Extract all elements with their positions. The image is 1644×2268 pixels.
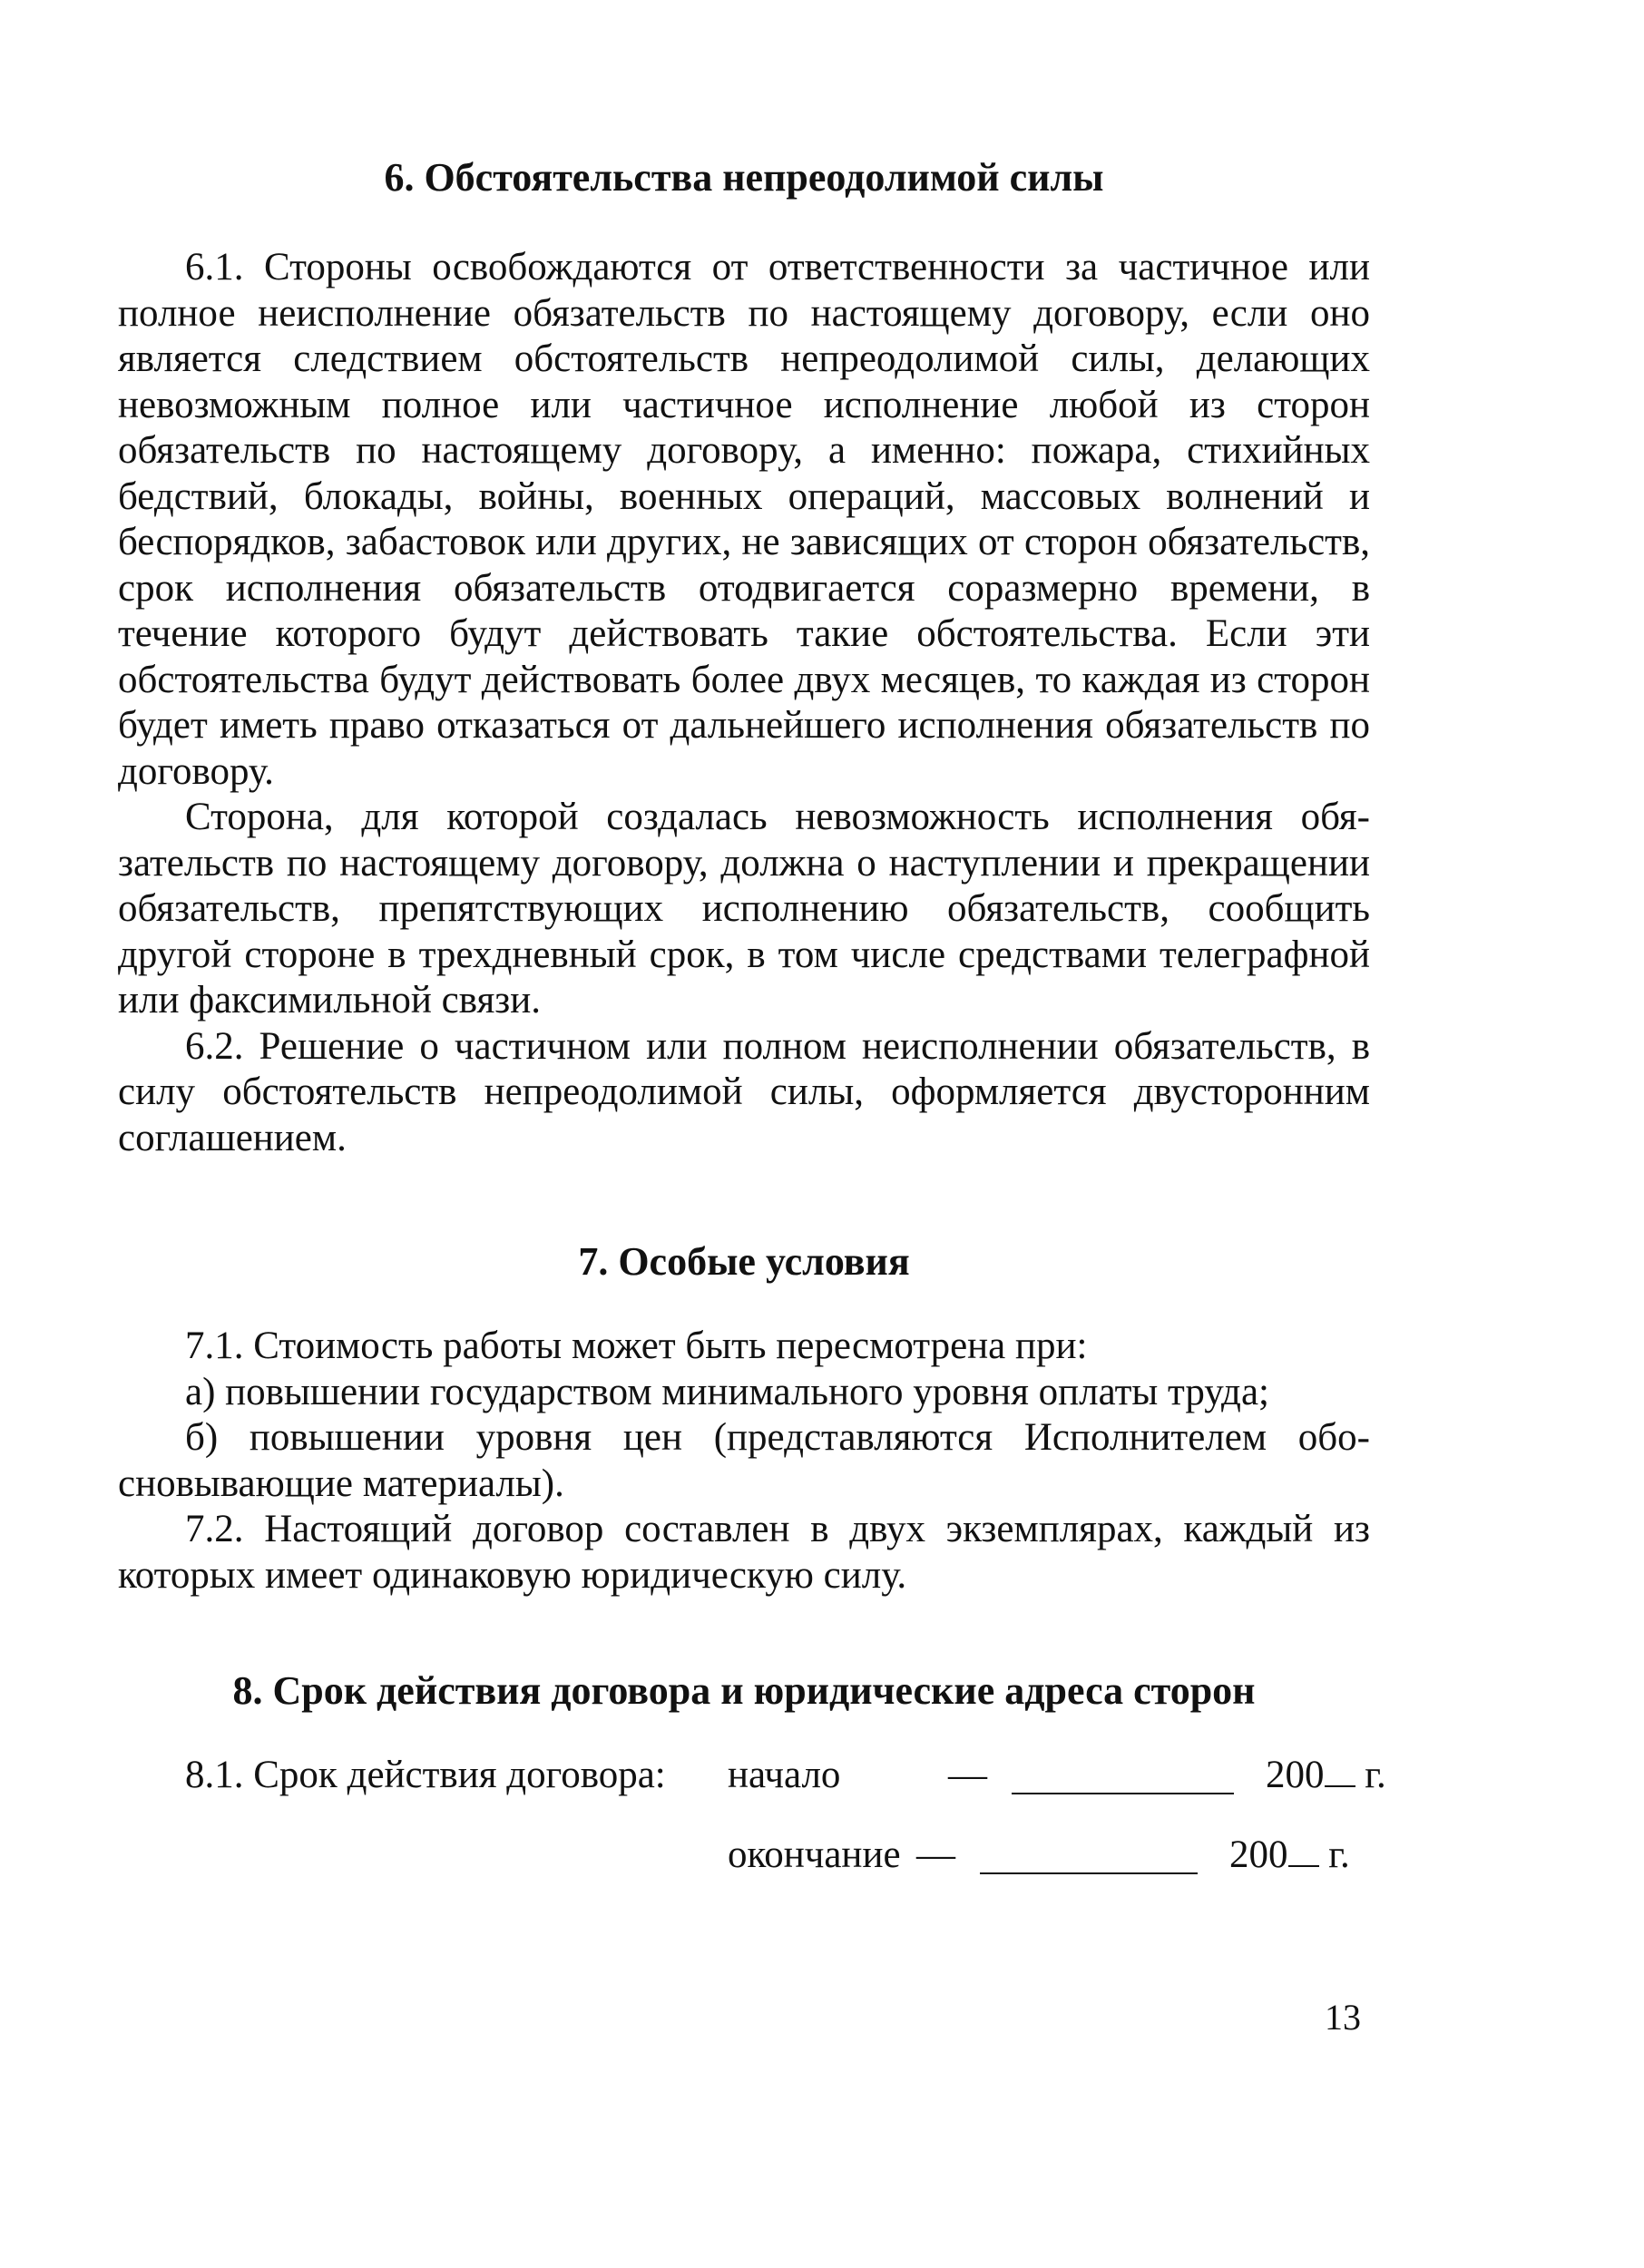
page-number: 13	[1325, 1997, 1361, 2038]
term-start-row	[118, 1753, 1386, 1833]
term-start-year-blank[interactable]	[1325, 1753, 1355, 1787]
term-end-label: окончание	[728, 1833, 901, 1876]
term-start-blank[interactable]	[1012, 1760, 1234, 1806]
term-end-blank[interactable]	[980, 1840, 1198, 1886]
term-label: 8.1. Срок действия договора:	[185, 1754, 666, 1796]
term-start-dash: —	[948, 1754, 987, 1796]
section-7-paragraph-2: а) повышении государством минимального уровня оплаты труда;	[185, 1370, 1269, 1413]
section-8-title: 8. Срок действия договора и юридические адреса сторон	[232, 1668, 1256, 1713]
section-6-paragraph-2: Сторона, для которой создалась невозможность исполнения обязательств по настоящему договору, должна о наступлении и прекращении обязательств, препятствующих исполнению обязательств, сообщить другой стороне в трехдневный срок, в том числе средствами телеграфной или факсимильной связи.	[118, 796, 1370, 1022]
term-start-year-suffix: г.	[1365, 1754, 1386, 1796]
section-6-paragraph-1: 6.1. Стороны освобождаются от ответственности за частичное или полное неисполнение обязательств по настоящему договору, если оно является следствием обстоятельств непреодолимой силы, делающих невозможным полное или частичное исполнение любой из сторон обязательств по настоящему договору, а именно: пожара, стихийных бедствий, блокады, войны, военных операций, массовых волнений и беспорядков, забастовок или других, не зависящих от сторон обязательств, срок исполнения обязательств отодвигается соразмерно времени, в течение которого будут действовать такие обстоятельства. Если эти обстоятельства будут действовать более двух месяцев, то каждая из сторон будет иметь право отказаться от дальнейшего исполнения обязательств по договору.	[118, 246, 1370, 793]
page-content	[118, 154, 1386, 1925]
term-start-year	[1266, 1753, 1386, 1799]
section-7-paragraph-1: 7.1. Стоимость работы может быть пересмотрена при:	[185, 1325, 1088, 1367]
term-end-year-blank[interactable]	[1288, 1833, 1319, 1867]
term-end-year-prefix: 200	[1229, 1833, 1288, 1876]
term-end-dash: —	[916, 1833, 955, 1876]
section-7-paragraph-4: 7.2. Настоящий договор составлен в двух экземплярах, каждый из которых имеет одинаковую юридическую силу.	[118, 1508, 1370, 1597]
section-6-paragraph-3: 6.2. Решение о частичном или полном неисполнении обязательств, в силу обстоятельств непреодолимой силы, оформляется двусторонним соглашением.	[118, 1024, 1370, 1159]
term-end-row	[118, 1833, 1370, 1912]
term-start-year-prefix: 200	[1266, 1754, 1325, 1796]
section-7-title: 7. Особые условия	[578, 1239, 910, 1284]
term-start-label: начало	[728, 1754, 841, 1796]
section-6-title: 6. Обстоятельства непреодолимой силы	[384, 155, 1104, 200]
contract-term-block	[118, 1753, 1386, 1925]
term-end-year-suffix: г.	[1328, 1833, 1350, 1876]
term-end-year	[1229, 1833, 1350, 1879]
section-7-paragraph-3: б) повышении уровня цен (представляются Исполнителем обосновывающие материалы).	[118, 1416, 1370, 1505]
